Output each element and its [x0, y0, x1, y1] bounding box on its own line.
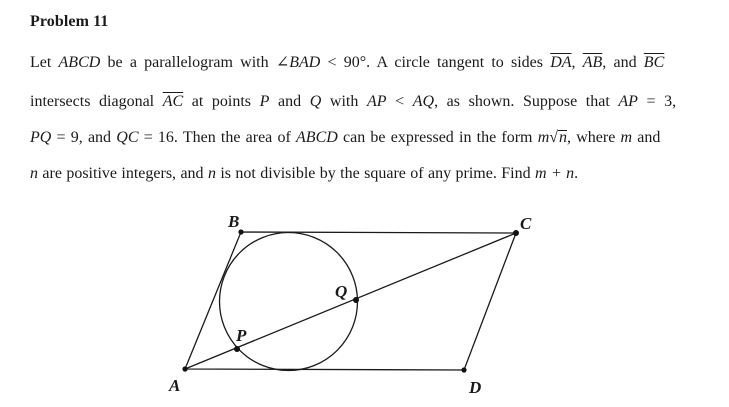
- math-n-radicand: n: [559, 129, 568, 146]
- problem-title: Problem 11: [30, 13, 109, 30]
- text-fragment: can be expressed in the form: [337, 129, 538, 146]
- text-fragment: = 9, and: [51, 129, 117, 146]
- math-q: Q: [309, 93, 322, 110]
- text-fragment: < 90°. A circle tangent to sides: [320, 54, 551, 71]
- text-fragment: , and: [602, 54, 644, 71]
- text-fragment: , where: [567, 129, 621, 146]
- math-n: n: [207, 165, 216, 182]
- math-ap: AP: [366, 93, 387, 110]
- point-c: [513, 230, 519, 236]
- math-abcd: ABCD: [58, 54, 101, 71]
- label-b: B: [228, 212, 240, 231]
- math-segment-da: $\overline{DA}$: [550, 54, 572, 71]
- text-fragment: , as shown. Suppose that: [434, 93, 619, 110]
- math-m: m: [537, 129, 550, 146]
- label-c: C: [520, 214, 532, 233]
- math-m: m: [620, 129, 633, 146]
- text-fragment: at points: [183, 93, 260, 110]
- math-angle-bad: ∠BAD: [275, 54, 321, 71]
- sqrt-symbol: √: [549, 129, 559, 146]
- text-fragment: .: [574, 165, 579, 182]
- text-fragment: are positive integers, and: [38, 165, 208, 182]
- math-m-plus-n: m + n: [534, 165, 575, 182]
- math-segment-ab: $\overline{AB}$: [582, 54, 603, 71]
- label-q: Q: [335, 282, 348, 301]
- text-fragment: ,: [571, 54, 583, 71]
- math-ap: AP: [618, 93, 638, 110]
- math-n: n: [30, 165, 38, 182]
- text-fragment: intersects diagonal: [30, 93, 163, 110]
- point-d: [461, 367, 466, 372]
- text-fragment: <: [386, 93, 413, 110]
- math-abcd: ABCD: [296, 129, 338, 146]
- math-aq: AQ: [412, 93, 435, 110]
- label-p: P: [236, 326, 247, 345]
- inscribed-circle: [220, 233, 358, 371]
- text-fragment: is not divisible by the square of any prime. Find: [215, 165, 535, 182]
- math-qc: QC: [116, 129, 139, 146]
- math-p: P: [259, 93, 270, 110]
- label-d: D: [469, 378, 482, 397]
- text-fragment: and: [269, 93, 310, 110]
- point-p: [234, 346, 240, 352]
- text-fragment: be a parallelogram with: [100, 54, 276, 71]
- text-fragment: = 3,: [637, 93, 677, 110]
- point-a: [182, 366, 187, 371]
- text-fragment: Let: [30, 54, 59, 71]
- text-fragment: and: [632, 129, 661, 146]
- math-segment-ac: $\overline{AC}$: [162, 93, 184, 110]
- math-segment-bc: $\overline{BC}$: [643, 54, 665, 71]
- label-a: A: [169, 376, 181, 395]
- text-fragment: with: [321, 93, 367, 110]
- text-fragment: = 16. Then the area of: [138, 129, 297, 146]
- math-pq: PQ: [30, 129, 52, 146]
- point-q: [353, 297, 359, 303]
